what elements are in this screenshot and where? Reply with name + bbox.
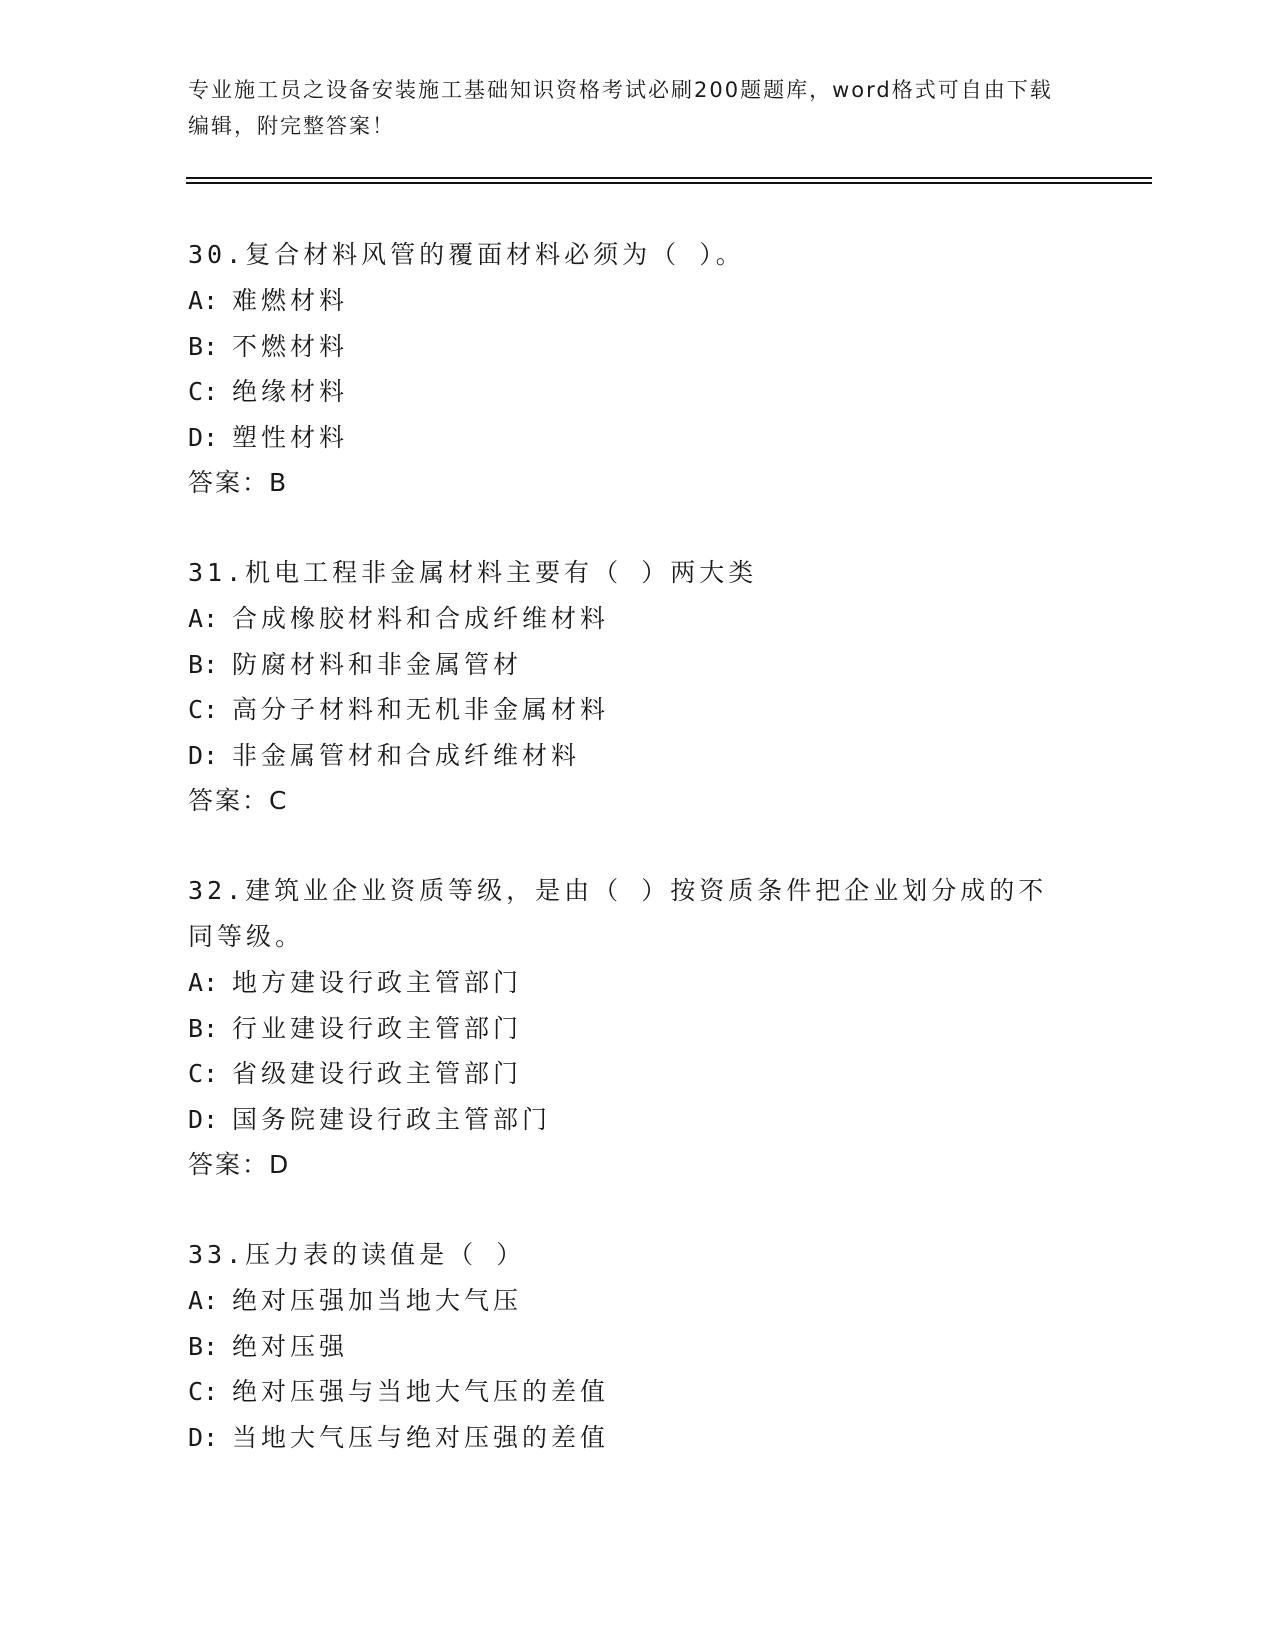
question-30 (188, 232, 1088, 505)
option-c (188, 1369, 1088, 1415)
option-c (188, 687, 1088, 733)
option-b (188, 642, 1088, 688)
answer-line: 答案：C (188, 786, 289, 815)
option-letter: A: (188, 1286, 219, 1315)
option-a (188, 278, 1088, 324)
question-stem: 33.压力表的读值是（ ） (188, 1240, 526, 1269)
option-letter: D: (188, 422, 219, 452)
option-text: 绝对压强 (232, 1331, 349, 1361)
document-header (188, 72, 1068, 144)
option-b (188, 1324, 1088, 1370)
option-letter: A: (188, 968, 219, 997)
option-text: 塑性材料 (232, 422, 349, 452)
option-a (188, 960, 1088, 1006)
option-text: 地方建设行政主管部门 (232, 968, 523, 997)
question-stem: 32.建筑业企业资质等级，是由（ ）按资质条件把企业划分成的不同等级。 (188, 876, 1048, 951)
option-letter: D: (188, 1422, 219, 1452)
option-letter: D: (188, 740, 219, 770)
answer-line: 答案：D (188, 1150, 291, 1179)
option-text: 难燃材料 (232, 286, 349, 315)
option-letter: C: (188, 377, 219, 406)
option-text: 国务院建设行政主管部门 (232, 1104, 552, 1134)
option-d (188, 1415, 1088, 1461)
option-letter: D: (188, 1104, 219, 1134)
option-b (188, 324, 1088, 370)
option-a (188, 596, 1088, 642)
header-rule-top (186, 177, 1152, 179)
option-text: 合成橡胶材料和合成纤维材料 (232, 604, 610, 633)
option-letter: B: (188, 1331, 219, 1361)
option-text: 当地大气压与绝对压强的差值 (232, 1422, 610, 1452)
option-c (188, 1051, 1088, 1097)
option-text: 不燃材料 (232, 331, 349, 361)
question-31 (188, 550, 1088, 823)
option-d (188, 733, 1088, 779)
option-text: 高分子材料和无机非金属材料 (232, 695, 610, 724)
option-text: 省级建设行政主管部门 (232, 1059, 523, 1088)
option-letter: A: (188, 604, 219, 633)
option-d (188, 1097, 1088, 1143)
option-d (188, 415, 1088, 461)
question-stem: 31.机电工程非金属材料主要有（ ）两大类 (188, 558, 758, 587)
option-letter: B: (188, 649, 219, 679)
question-list (188, 232, 1088, 1505)
option-text: 绝缘材料 (232, 377, 349, 406)
header-title: 专业施工员之设备安装施工基础知识资格考试必刷200题题库，word格式可自由下载编辑，附完整答案！ (188, 78, 1053, 138)
option-letter: A: (188, 286, 219, 315)
option-a (188, 1278, 1088, 1324)
option-text: 绝对压强加当地大气压 (232, 1286, 523, 1315)
option-text: 绝对压强与当地大气压的差值 (232, 1377, 610, 1406)
option-letter: C: (188, 1377, 219, 1406)
question-32 (188, 868, 1088, 1187)
option-text: 行业建设行政主管部门 (232, 1013, 523, 1043)
option-letter: C: (188, 1059, 219, 1088)
question-33 (188, 1232, 1088, 1460)
answer-line: 答案：B (188, 468, 289, 497)
question-stem: 30.复合材料风管的覆面材料必须为（ ）。 (188, 240, 745, 269)
option-c (188, 369, 1088, 415)
option-letter: B: (188, 1013, 219, 1043)
option-text: 非金属管材和合成纤维材料 (232, 740, 581, 770)
option-b (188, 1006, 1088, 1052)
option-letter: B: (188, 331, 219, 361)
option-letter: C: (188, 695, 219, 724)
option-text: 防腐材料和非金属管材 (232, 649, 523, 679)
header-rule-bottom (186, 182, 1152, 184)
